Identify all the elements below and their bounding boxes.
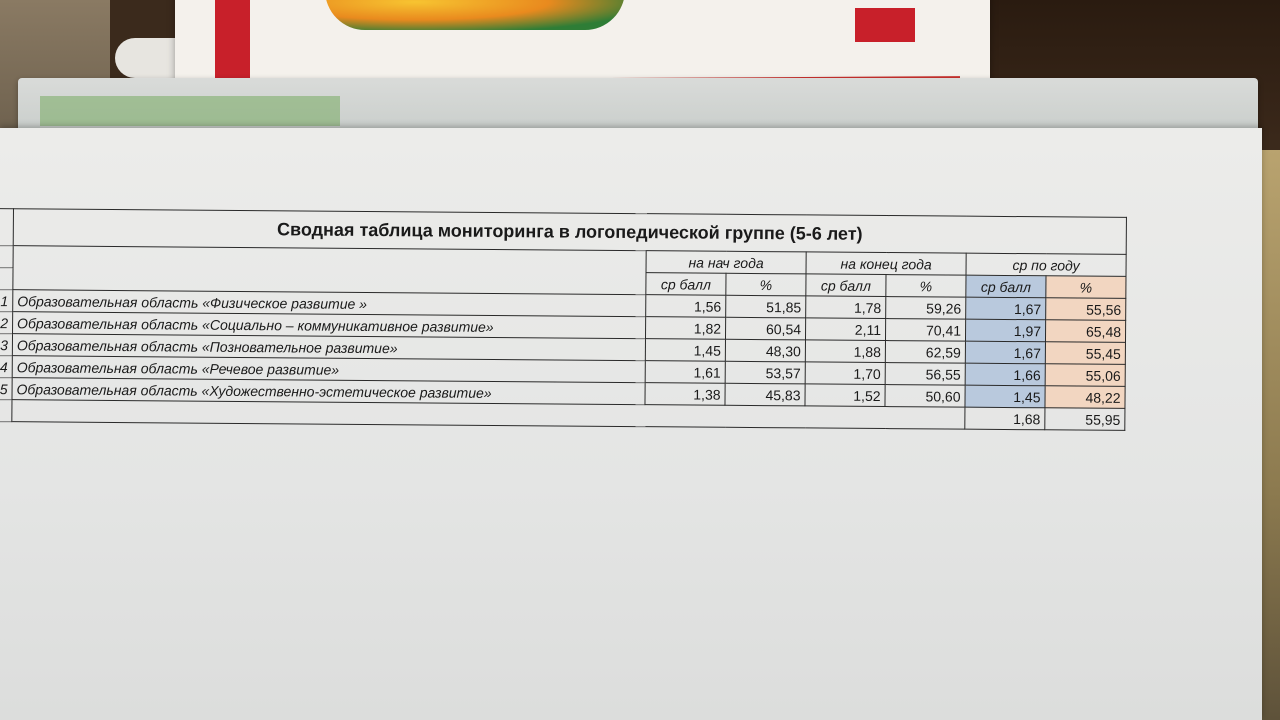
cell-end-score: 2,11 — [805, 318, 885, 341]
cell-end-score: 1,70 — [805, 362, 885, 385]
book-title-block — [855, 8, 915, 42]
empty-cell — [0, 399, 12, 421]
binder-ring — [115, 38, 175, 78]
empty-cell — [0, 268, 13, 290]
row-number: 3 — [0, 334, 13, 356]
cell-year-percent: 55,45 — [1045, 342, 1125, 365]
cell-end-score: 1,78 — [806, 296, 886, 319]
cell-year-percent: 48,22 — [1045, 386, 1125, 409]
cell-end-score: 1,52 — [805, 384, 885, 407]
subheader-score-year: ср балл — [966, 275, 1046, 298]
cell-year-score: 1,45 — [965, 385, 1045, 408]
subheader-percent: % — [726, 273, 806, 296]
row-area-name: Образовательная область «Социально – коммуникативное развитие» — [13, 312, 646, 339]
row-area-name: Образовательная область «Физическое развитие » — [13, 290, 646, 317]
book-spine — [215, 0, 250, 80]
cell-start-percent: 45,83 — [725, 383, 805, 406]
total-year-percent: 55,95 — [1045, 408, 1125, 431]
header-end-of-year: на конец года — [806, 252, 966, 275]
cell-start-score: 1,82 — [645, 317, 725, 340]
subheader-percent: % — [886, 275, 966, 298]
monitoring-table — [0, 208, 1127, 431]
total-year-score: 1,68 — [965, 407, 1045, 430]
header-year-average: ср по году — [966, 253, 1126, 276]
cell-end-percent: 56,55 — [885, 363, 965, 386]
cell-end-percent: 59,26 — [886, 297, 966, 320]
cell-end-percent: 62,59 — [885, 341, 965, 364]
cell-start-percent: 53,57 — [725, 361, 805, 384]
table-title: Сводная таблица мониторинга в логопедической группе (5-6 лет) — [13, 209, 1126, 255]
row-number: 4 — [0, 355, 12, 377]
monitoring-table-wrapper — [0, 208, 1127, 431]
cell-start-score: 1,45 — [645, 339, 725, 362]
folder-insert — [40, 96, 340, 126]
cell-year-percent: 55,56 — [1046, 298, 1126, 321]
cell-year-score: 1,97 — [965, 319, 1045, 342]
cell-year-score: 1,67 — [965, 341, 1045, 364]
cell-year-percent: 65,48 — [1045, 320, 1125, 343]
cell-end-percent: 50,60 — [885, 385, 965, 408]
subheader-score: ср балл — [806, 274, 886, 297]
row-area-name: Образовательная область «Речевое развитие» — [12, 356, 645, 383]
row-area-name: Образовательная область «Художественно-эстетическое развитие» — [12, 378, 645, 405]
cell-end-score: 1,88 — [805, 340, 885, 363]
cell-end-percent: 70,41 — [885, 319, 965, 342]
title-num-cell — [0, 209, 13, 246]
row-number: 1 — [0, 290, 13, 312]
empty-cell — [0, 246, 13, 268]
book-illustration — [325, 0, 625, 30]
subheader-score: ср балл — [646, 273, 726, 296]
empty-name-header — [13, 246, 646, 295]
header-start-of-year: на нач года — [646, 251, 806, 274]
subheader-percent-year: % — [1046, 276, 1126, 299]
row-area-name: Образовательная область «Позновательное развитие» — [12, 334, 645, 361]
cell-year-score: 1,67 — [966, 297, 1046, 320]
cell-year-score: 1,66 — [965, 363, 1045, 386]
cell-start-score: 1,56 — [646, 295, 726, 318]
cell-start-percent: 48,30 — [725, 339, 805, 362]
row-number: 2 — [0, 312, 13, 334]
row-number: 5 — [0, 377, 12, 399]
cell-start-percent: 60,54 — [725, 317, 805, 340]
cell-start-percent: 51,85 — [726, 295, 806, 318]
cell-year-percent: 55,06 — [1045, 364, 1125, 387]
cell-start-score: 1,38 — [645, 383, 725, 406]
cell-start-score: 1,61 — [645, 361, 725, 384]
